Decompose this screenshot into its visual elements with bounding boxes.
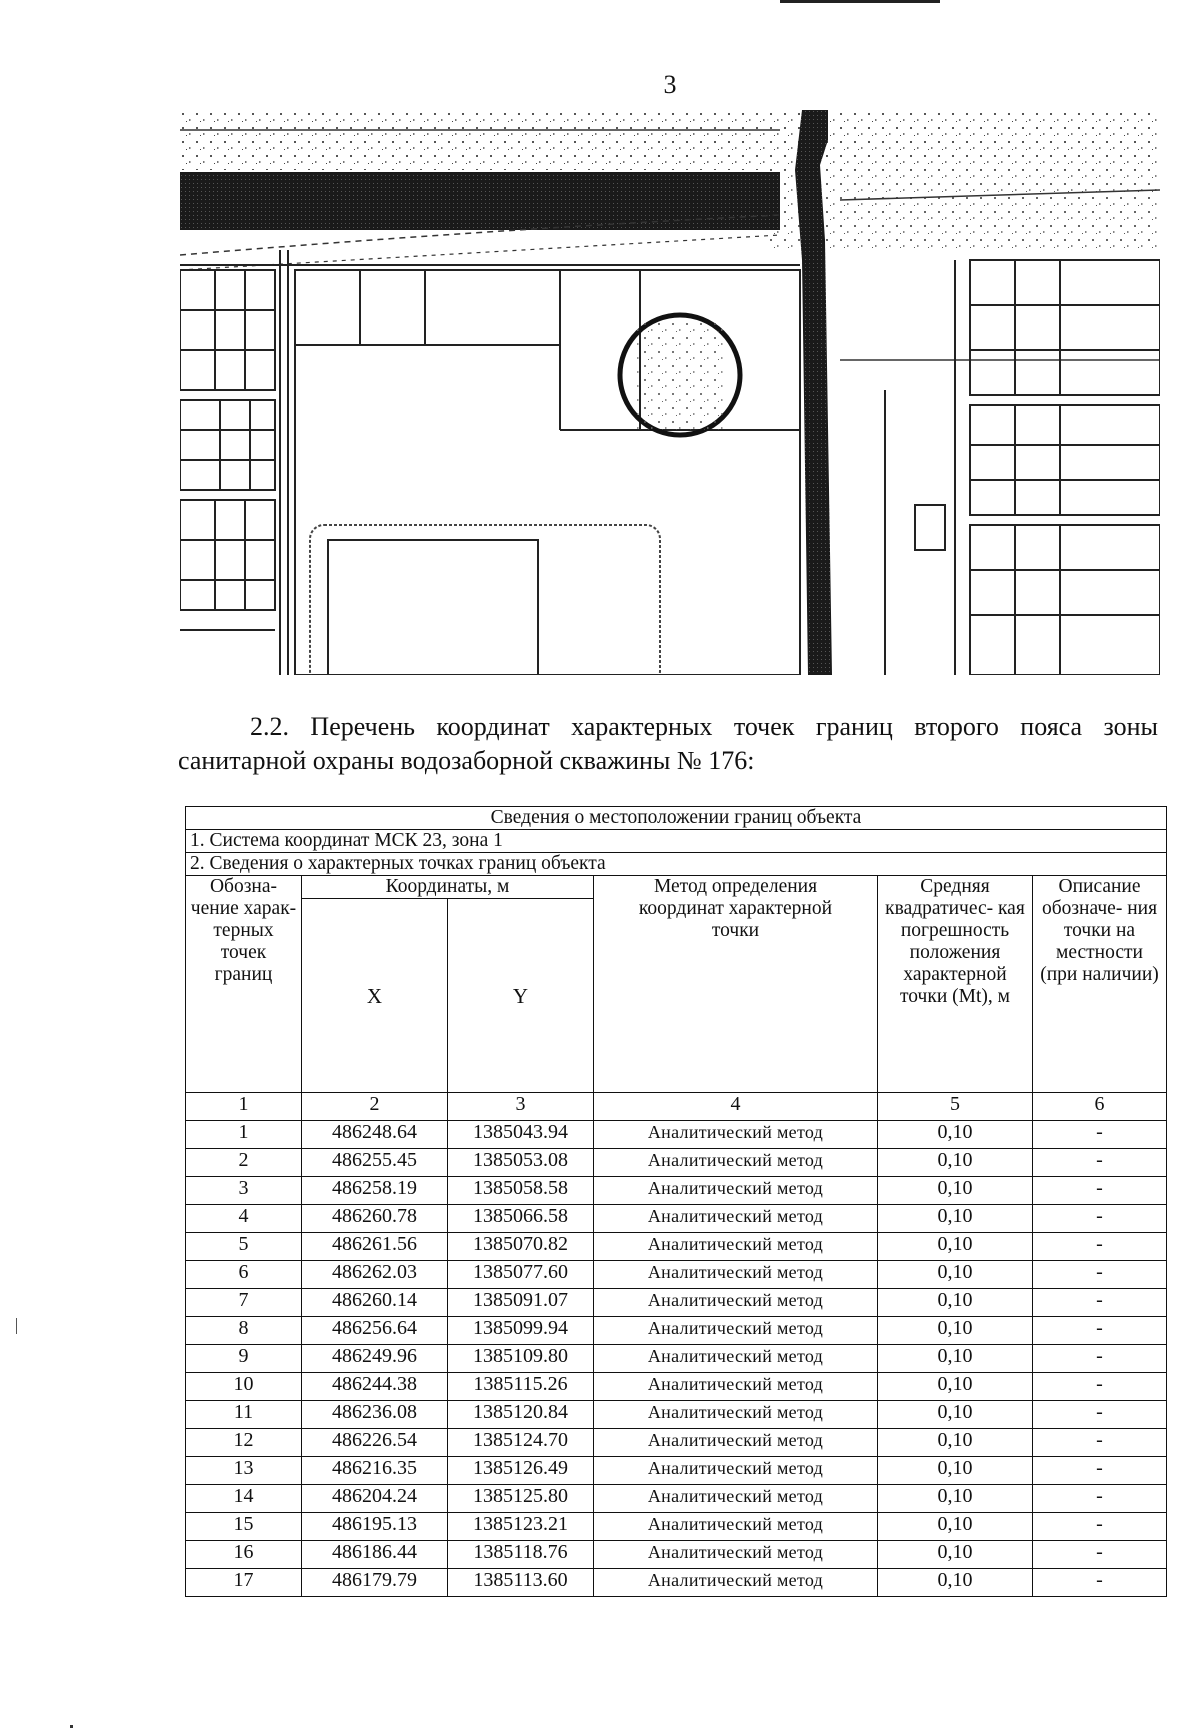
colnum-6: 6 xyxy=(1033,1093,1167,1121)
table-row xyxy=(186,1177,1167,1205)
cell-y: 1385120.84 xyxy=(448,1401,594,1429)
cell-mt: 0,10 xyxy=(878,1177,1033,1205)
table-row xyxy=(186,1205,1167,1233)
table-title: Сведения о местоположении границ объекта xyxy=(186,807,1167,830)
cell-x: 486179.79 xyxy=(302,1569,448,1597)
cell-point: 7 xyxy=(186,1289,302,1317)
table-title-row xyxy=(186,807,1167,830)
cell-y: 1385123.21 xyxy=(448,1513,594,1541)
table-body xyxy=(186,1121,1167,1597)
left-lots xyxy=(180,250,288,675)
header-designation: Обозна- чение харак- терных точек границ xyxy=(186,876,302,1093)
cell-point: 11 xyxy=(186,1401,302,1429)
table-row xyxy=(186,1569,1167,1597)
cell-desc: - xyxy=(1033,1345,1167,1373)
cell-method: Аналитический метод xyxy=(594,1121,878,1149)
cell-desc: - xyxy=(1033,1289,1167,1317)
cell-mt: 0,10 xyxy=(878,1429,1033,1457)
cell-method: Аналитический метод xyxy=(594,1289,878,1317)
cell-method: Аналитический метод xyxy=(594,1485,878,1513)
header-method: Метод определения координат характерной точки xyxy=(594,876,878,1093)
cell-mt: 0,10 xyxy=(878,1149,1033,1177)
cell-point: 14 xyxy=(186,1485,302,1513)
header-description: Описание обозначе- ния точки на местности (при наличии) xyxy=(1033,876,1167,1093)
cell-x: 486249.96 xyxy=(302,1345,448,1373)
table-row xyxy=(186,1289,1167,1317)
cell-point: 8 xyxy=(186,1317,302,1345)
cell-x: 486204.24 xyxy=(302,1485,448,1513)
column-numbers-row xyxy=(186,1093,1167,1121)
cell-x: 486195.13 xyxy=(302,1513,448,1541)
cell-method: Аналитический метод xyxy=(594,1177,878,1205)
cell-method: Аналитический метод xyxy=(594,1569,878,1597)
cell-y: 1385091.07 xyxy=(448,1289,594,1317)
cell-desc: - xyxy=(1033,1401,1167,1429)
cell-mt: 0,10 xyxy=(878,1261,1033,1289)
cadastral-map xyxy=(180,110,1160,675)
cell-desc: - xyxy=(1033,1261,1167,1289)
cell-x: 486262.03 xyxy=(302,1261,448,1289)
cell-method: Аналитический метод xyxy=(594,1205,878,1233)
cell-x: 486216.35 xyxy=(302,1457,448,1485)
cell-y: 1385115.26 xyxy=(448,1373,594,1401)
cell-y: 1385066.58 xyxy=(448,1205,594,1233)
table-row xyxy=(186,1261,1167,1289)
cell-y: 1385124.70 xyxy=(448,1429,594,1457)
cell-x: 486244.38 xyxy=(302,1373,448,1401)
section-title: 2. Сведения о характерных точках границ объекта xyxy=(186,853,1167,876)
cell-point: 2 xyxy=(186,1149,302,1177)
cell-y: 1385113.60 xyxy=(448,1569,594,1597)
cell-y: 1385043.94 xyxy=(448,1121,594,1149)
cell-point: 6 xyxy=(186,1261,302,1289)
cell-point: 3 xyxy=(186,1177,302,1205)
section-paragraph xyxy=(178,710,1158,778)
table-row xyxy=(186,1149,1167,1177)
map-drawing xyxy=(180,110,1160,675)
cell-method: Аналитический метод xyxy=(594,1345,878,1373)
table-row xyxy=(186,1457,1167,1485)
cell-x: 486261.56 xyxy=(302,1233,448,1261)
cell-mt: 0,10 xyxy=(878,1401,1033,1429)
table-row xyxy=(186,1541,1167,1569)
header-error: Средняя квадратичес- кая погрешность положения характерной точки (Mt), м xyxy=(878,876,1033,1093)
cell-desc: - xyxy=(1033,1541,1167,1569)
cell-desc: - xyxy=(1033,1569,1167,1597)
cell-y: 1385126.49 xyxy=(448,1457,594,1485)
cell-x: 486236.08 xyxy=(302,1401,448,1429)
table-row xyxy=(186,1345,1167,1373)
table-row xyxy=(186,1401,1167,1429)
cell-x: 486260.14 xyxy=(302,1289,448,1317)
cell-mt: 0,10 xyxy=(878,1485,1033,1513)
cell-y: 1385118.76 xyxy=(448,1541,594,1569)
cell-mt: 0,10 xyxy=(878,1541,1033,1569)
cell-y: 1385077.60 xyxy=(448,1261,594,1289)
paragraph-line-2: санитарной охраны водозаборной скважины № 176: xyxy=(178,746,755,775)
paragraph-line-1: 2.2. Перечень координат характерных точек границ второго пояса зоны xyxy=(250,712,1158,741)
cell-y: 1385058.58 xyxy=(448,1177,594,1205)
cell-point: 16 xyxy=(186,1541,302,1569)
cell-y: 1385125.80 xyxy=(448,1485,594,1513)
cell-point: 12 xyxy=(186,1429,302,1457)
cell-method: Аналитический метод xyxy=(594,1429,878,1457)
cell-mt: 0,10 xyxy=(878,1121,1033,1149)
cell-mt: 0,10 xyxy=(878,1317,1033,1345)
colnum-3: 3 xyxy=(448,1093,594,1121)
cell-method: Аналитический метод xyxy=(594,1457,878,1485)
cell-point: 9 xyxy=(186,1345,302,1373)
colnum-4: 4 xyxy=(594,1093,878,1121)
cell-point: 1 xyxy=(186,1121,302,1149)
cell-mt: 0,10 xyxy=(878,1233,1033,1261)
cell-x: 486256.64 xyxy=(302,1317,448,1345)
cell-x: 486255.45 xyxy=(302,1149,448,1177)
cell-desc: - xyxy=(1033,1373,1167,1401)
cell-desc: - xyxy=(1033,1233,1167,1261)
cell-x: 486258.19 xyxy=(302,1177,448,1205)
cell-point: 10 xyxy=(186,1373,302,1401)
cell-mt: 0,10 xyxy=(878,1457,1033,1485)
cell-desc: - xyxy=(1033,1149,1167,1177)
colnum-5: 5 xyxy=(878,1093,1033,1121)
cell-x: 486226.54 xyxy=(302,1429,448,1457)
table-row xyxy=(186,1485,1167,1513)
cell-desc: - xyxy=(1033,1513,1167,1541)
cell-y: 1385053.08 xyxy=(448,1149,594,1177)
cell-method: Аналитический метод xyxy=(594,1401,878,1429)
cell-desc: - xyxy=(1033,1429,1167,1457)
margin-mark xyxy=(16,1318,17,1334)
table-row xyxy=(186,1429,1167,1457)
cell-point: 4 xyxy=(186,1205,302,1233)
cell-mt: 0,10 xyxy=(878,1513,1033,1541)
cell-mt: 0,10 xyxy=(878,1373,1033,1401)
cell-desc: - xyxy=(1033,1121,1167,1149)
page-number: 3 xyxy=(663,70,677,99)
colnum-2: 2 xyxy=(302,1093,448,1121)
cell-y: 1385070.82 xyxy=(448,1233,594,1261)
table-row xyxy=(186,1317,1167,1345)
vegetation-area-right xyxy=(770,110,1160,250)
cell-x: 486186.44 xyxy=(302,1541,448,1569)
header-x: X xyxy=(302,899,448,1093)
cell-mt: 0,10 xyxy=(878,1569,1033,1597)
table-row xyxy=(186,1513,1167,1541)
colnum-1: 1 xyxy=(186,1093,302,1121)
cell-x: 486248.64 xyxy=(302,1121,448,1149)
cell-x: 486260.78 xyxy=(302,1205,448,1233)
cell-method: Аналитический метод xyxy=(594,1149,878,1177)
cell-method: Аналитический метод xyxy=(594,1513,878,1541)
road-horizontal xyxy=(180,172,780,230)
cell-desc: - xyxy=(1033,1485,1167,1513)
cell-desc: - xyxy=(1033,1205,1167,1233)
coordinates-table xyxy=(185,806,1167,1597)
scan-dot xyxy=(70,1725,73,1728)
cell-point: 15 xyxy=(186,1513,302,1541)
header-row xyxy=(186,876,1167,899)
cell-method: Аналитический метод xyxy=(594,1233,878,1261)
table-row xyxy=(186,1373,1167,1401)
cell-desc: - xyxy=(1033,1457,1167,1485)
cell-desc: - xyxy=(1033,1177,1167,1205)
cell-method: Аналитический метод xyxy=(594,1261,878,1289)
table-row xyxy=(186,1121,1167,1149)
cell-desc: - xyxy=(1033,1317,1167,1345)
cell-point: 13 xyxy=(186,1457,302,1485)
cell-mt: 0,10 xyxy=(878,1345,1033,1373)
coordinate-system: 1. Система координат МСК 23, зона 1 xyxy=(186,830,1167,853)
cell-y: 1385109.80 xyxy=(448,1345,594,1373)
right-lots xyxy=(885,260,1160,675)
header-coords: Координаты, м xyxy=(302,876,594,899)
cell-y: 1385099.94 xyxy=(448,1317,594,1345)
cell-method: Аналитический метод xyxy=(594,1317,878,1345)
cell-method: Аналитический метод xyxy=(594,1373,878,1401)
cell-mt: 0,10 xyxy=(878,1289,1033,1317)
cell-mt: 0,10 xyxy=(878,1205,1033,1233)
cell-point: 5 xyxy=(186,1233,302,1261)
header-y: Y xyxy=(448,899,594,1093)
table-row xyxy=(186,1233,1167,1261)
cell-method: Аналитический метод xyxy=(594,1541,878,1569)
top-underline xyxy=(780,0,940,3)
cell-point: 17 xyxy=(186,1569,302,1597)
